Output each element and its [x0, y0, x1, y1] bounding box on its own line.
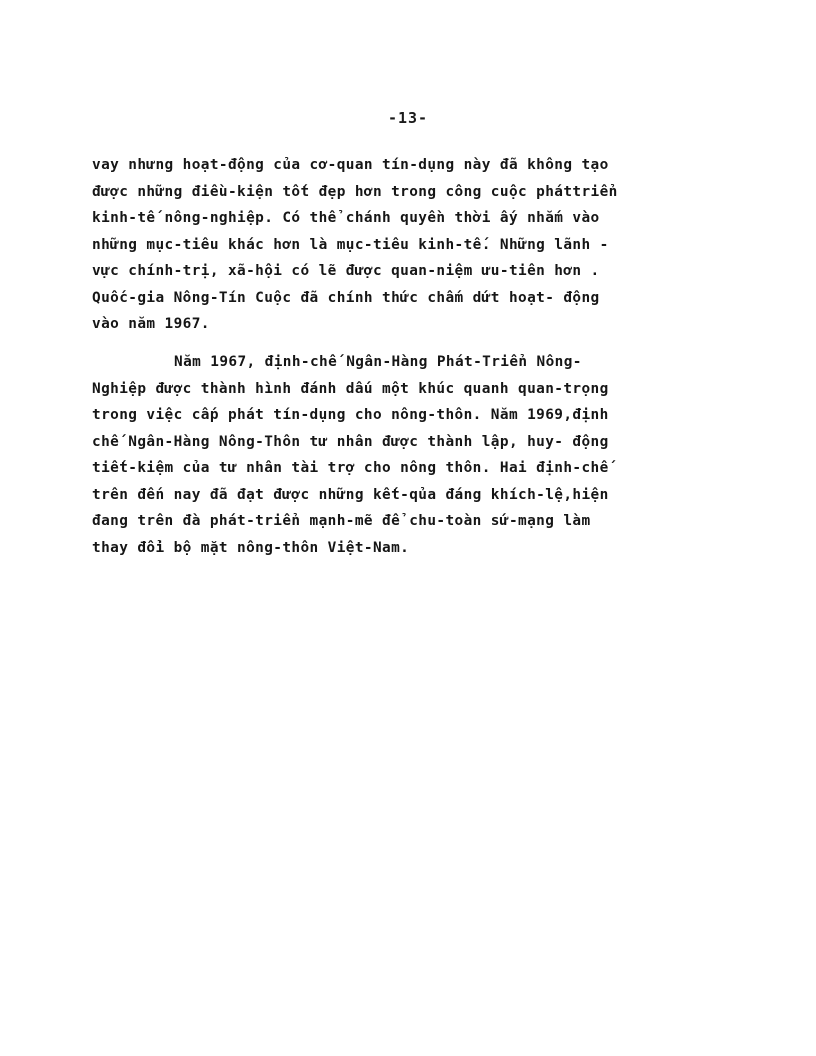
text-line: trong việc cấp phát tín-dụng cho nông-thôn. Năm 1969,định — [92, 407, 609, 423]
text-line: được những điều-kiện tốt đẹp hơn trong công cuộc pháttriển — [92, 183, 618, 200]
text-line: thay đổi bộ mặt nông-thôn Việt-Nam. — [92, 539, 410, 556]
text-line: tiết-kiệm của tư nhân tài trợ cho nông thôn. Hai định-chế — [92, 460, 609, 476]
text-line: kinh-tế nông-nghiệp. Có thể chánh quyền thời ấy nhắm vào — [92, 210, 600, 226]
paragraph-1 — [92, 152, 742, 338]
text-line: Nghiệp được thành hình đánh dấu một khúc quanh quan-trọng — [92, 380, 609, 397]
text-line: vào năm 1967. — [92, 316, 210, 332]
text-line: vực chính-trị, xã-hội có lẽ được quan-niệm ưu-tiên hơn . — [92, 263, 600, 279]
text-line: những mục-tiêu khác hơn là mục-tiêu kinh-tế. Những lãnh - — [92, 236, 609, 253]
text-line: Quốc-gia Nông-Tín Cuộc đã chính thức chấm dứt hoạt- động — [92, 289, 600, 306]
text-line: Năm 1967, định-chế Ngân-Hàng Phát-Triển Nông- — [174, 354, 582, 370]
text-line: chế Ngân-Hàng Nông-Thôn tư nhân được thành lập, huy- động — [92, 433, 609, 450]
page-number: -13- — [387, 109, 429, 127]
text-line: đang trên đà phát-triển mạnh-mẽ để chu-toàn sứ-mạng làm — [92, 513, 591, 529]
text-line: trên đến nay đã đạt được những kết-qủa đáng khích-lệ,hiện — [92, 486, 609, 503]
text-line: vay nhưng hoạt-động của cơ-quan tín-dụng này đã không tạo — [92, 157, 609, 173]
paragraph-2 — [92, 349, 742, 561]
